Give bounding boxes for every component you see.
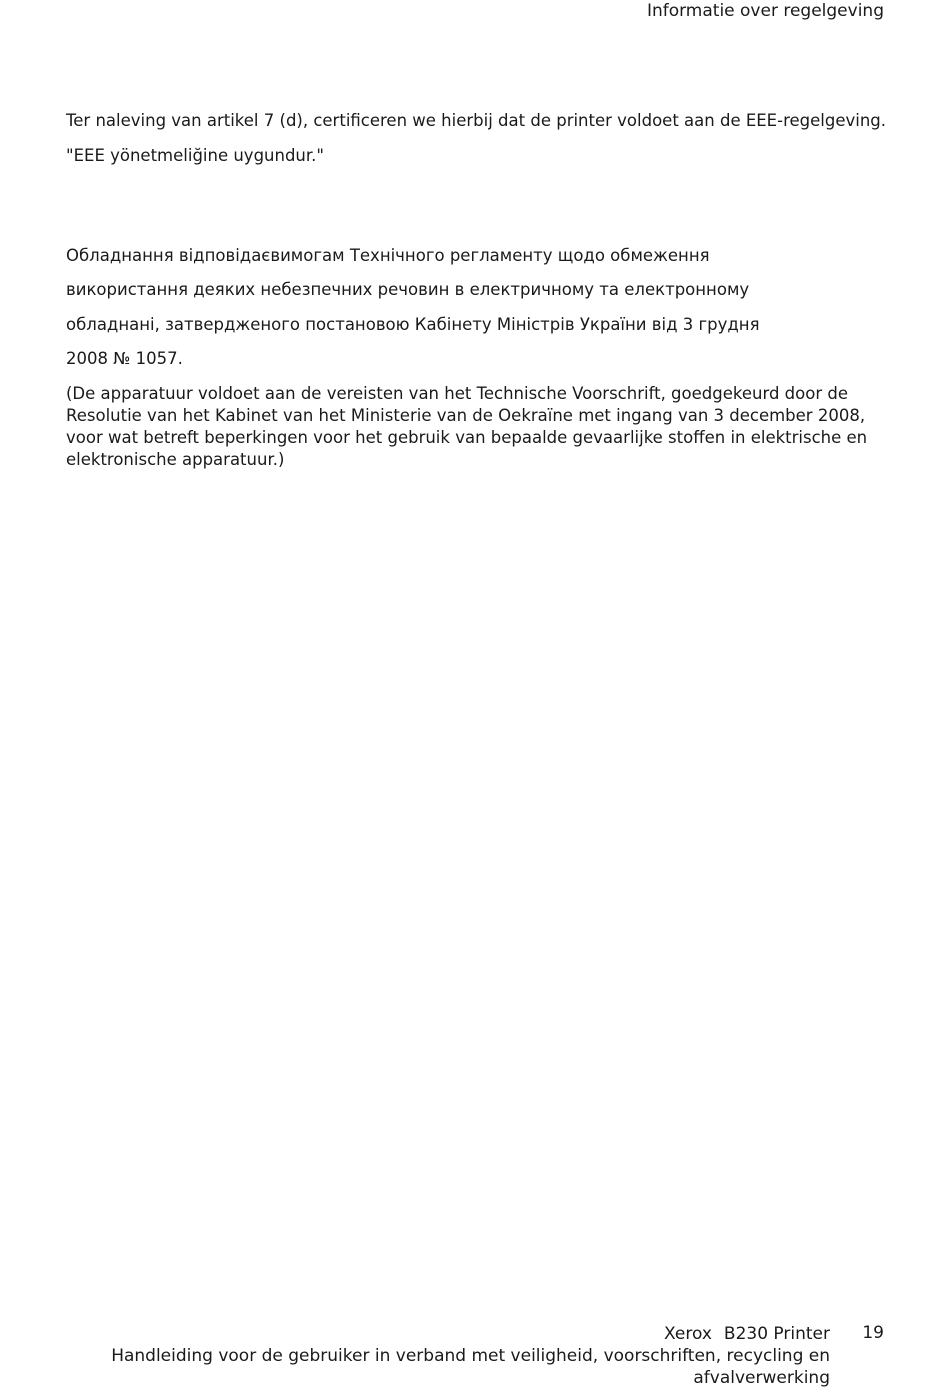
ukraine-regulation-line-1: Обладнання відповідаєвимогам Технічного регламенту щодо обмеження [66,246,710,265]
eee-compliance-turkish: "EEE yönetmeliğine uygundur." [66,146,324,165]
footer-product: B230 Printer [723,1324,830,1344]
ukraine-regulation-translation: (De apparatuur voldoet aan de vereisten van het Technische Voorschrift, goedgekeurd door de Resolutie van het Kabinet van het Ministerie van de Oekraïne met ingang van 3 december 2008, voor wat betreft beperkingen voor het gebruik van bepaalde gevaarlijke stoffen in elektrische en elektronische apparatuur.) [66,384,868,469]
page-number: 19 [862,1323,884,1343]
footer-product-title [664,1323,830,1345]
footer-subtitle: Handleiding voor de gebruiker in verband met veiligheid, voorschriften, recycling en afvalverwerking [111,1346,830,1388]
running-header: Informatie over regelgeving [646,1,884,21]
ukraine-regulation-line-2: використання деяких небезпечних речовин в електричному та електронному [66,280,750,299]
footer-brand: Xerox [664,1324,712,1344]
ukraine-regulation-line-3: обладнані, затвердженого постановою Кабінету Міністрів України від 3 грудня [66,315,760,334]
eee-compliance-dutch: Ter naleving van artikel 7 (d), certificeren we hierbij dat de printer voldoet aan de EEE-regelgeving. [66,111,886,130]
ukraine-regulation-line-4: 2008 № 1057. [66,349,183,368]
